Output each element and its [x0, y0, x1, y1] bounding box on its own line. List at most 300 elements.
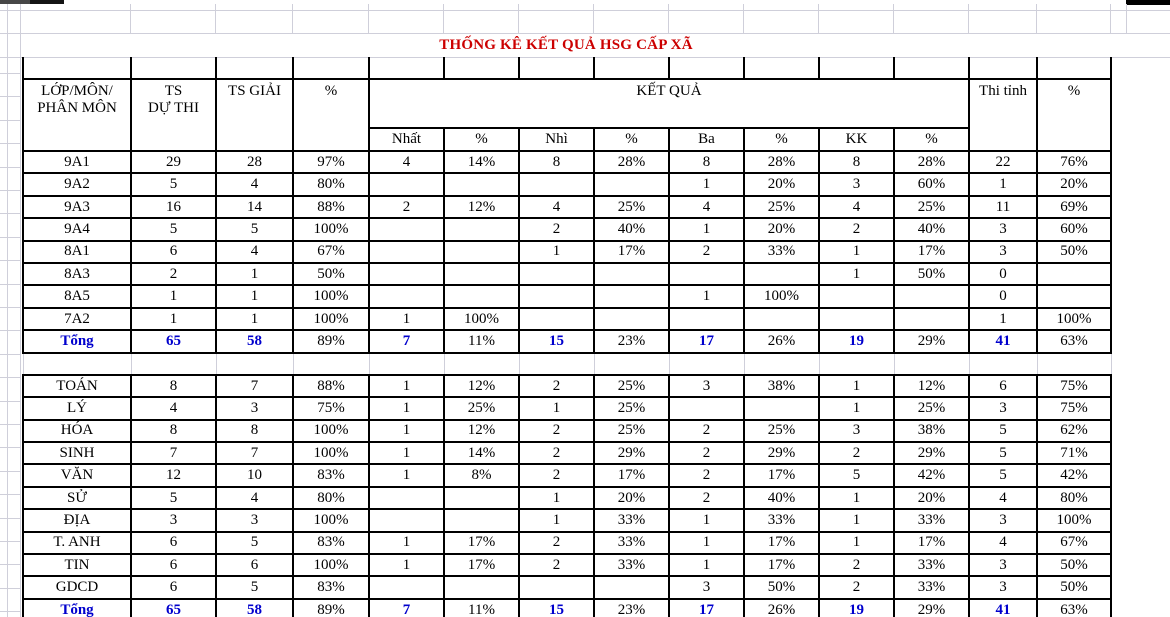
cell[interactable]: 62%: [1037, 420, 1111, 442]
cell[interactable]: 100%: [1037, 308, 1111, 330]
cell[interactable]: 17%: [444, 532, 519, 554]
cell[interactable]: 33%: [894, 554, 969, 576]
cell[interactable]: [594, 576, 669, 598]
cell[interactable]: 1: [819, 241, 894, 263]
cell[interactable]: 38%: [894, 420, 969, 442]
cell[interactable]: 2: [519, 442, 594, 464]
cell[interactable]: 29%: [744, 442, 819, 464]
cell[interactable]: 5: [216, 218, 293, 240]
cell[interactable]: [519, 285, 594, 307]
cell[interactable]: 28%: [744, 151, 819, 173]
cell[interactable]: 1: [669, 218, 744, 240]
cell[interactable]: 41: [969, 599, 1037, 617]
cell[interactable]: 6: [131, 532, 216, 554]
cell[interactable]: 8: [669, 151, 744, 173]
cell[interactable]: 71%: [1037, 442, 1111, 464]
cell[interactable]: 40%: [594, 218, 669, 240]
cell[interactable]: 7: [369, 330, 444, 352]
cell[interactable]: 60%: [1037, 218, 1111, 240]
row-label-cell[interactable]: 9A4: [23, 218, 131, 240]
cell[interactable]: 1: [369, 397, 444, 419]
header-sub-pct-nhat[interactable]: %: [444, 128, 519, 151]
cell[interactable]: 23%: [594, 599, 669, 617]
empty-cell[interactable]: [131, 57, 216, 79]
cell[interactable]: 1: [669, 173, 744, 195]
cell[interactable]: 3: [669, 576, 744, 598]
cell[interactable]: 75%: [1037, 397, 1111, 419]
cell[interactable]: 8: [131, 375, 216, 397]
cell[interactable]: 14%: [444, 442, 519, 464]
cell[interactable]: 25%: [444, 397, 519, 419]
cell[interactable]: 1: [819, 375, 894, 397]
cell[interactable]: 29%: [594, 442, 669, 464]
cell[interactable]: 3: [969, 241, 1037, 263]
cell[interactable]: 1: [669, 554, 744, 576]
cell[interactable]: [894, 308, 969, 330]
cell[interactable]: 26%: [744, 599, 819, 617]
header-ts-du-thi[interactable]: [131, 79, 216, 151]
cell[interactable]: 15: [519, 599, 594, 617]
cell[interactable]: 4: [819, 196, 894, 218]
cell[interactable]: 0: [969, 285, 1037, 307]
cell[interactable]: 20%: [744, 173, 819, 195]
row-label-cell[interactable]: ĐỊA: [23, 509, 131, 531]
cell[interactable]: 1: [216, 263, 293, 285]
cell[interactable]: 17%: [744, 532, 819, 554]
cell[interactable]: 50%: [1037, 241, 1111, 263]
cell[interactable]: [444, 218, 519, 240]
header-ts-giai[interactable]: TS GIẢI: [216, 79, 293, 151]
cell[interactable]: 8: [216, 420, 293, 442]
cell[interactable]: 33%: [594, 532, 669, 554]
cell[interactable]: 12%: [894, 375, 969, 397]
cell[interactable]: 1: [819, 532, 894, 554]
cell[interactable]: 2: [669, 420, 744, 442]
cell[interactable]: 42%: [894, 464, 969, 486]
cell[interactable]: 12%: [444, 196, 519, 218]
cell[interactable]: 4: [669, 196, 744, 218]
cell[interactable]: 22: [969, 151, 1037, 173]
row-label-cell[interactable]: LÝ: [23, 397, 131, 419]
cell[interactable]: 1: [369, 442, 444, 464]
cell[interactable]: 17%: [594, 241, 669, 263]
row-label-cell[interactable]: HÓA: [23, 420, 131, 442]
cell[interactable]: 20%: [744, 218, 819, 240]
cell[interactable]: 63%: [1037, 330, 1111, 352]
cell[interactable]: [819, 285, 894, 307]
cell[interactable]: 75%: [1037, 375, 1111, 397]
row-label-cell[interactable]: T. ANH: [23, 532, 131, 554]
cell[interactable]: 7: [369, 599, 444, 617]
cell[interactable]: 1: [131, 285, 216, 307]
cell[interactable]: [369, 285, 444, 307]
row-label-cell[interactable]: 8A3: [23, 263, 131, 285]
cell[interactable]: 7: [216, 375, 293, 397]
cell[interactable]: 1: [819, 397, 894, 419]
empty-cell[interactable]: [519, 57, 594, 79]
header-sub-pct-nhi[interactable]: %: [594, 128, 669, 151]
cell[interactable]: [594, 173, 669, 195]
cell[interactable]: 17%: [894, 241, 969, 263]
cell[interactable]: [669, 397, 744, 419]
empty-cell[interactable]: [894, 57, 969, 79]
cell[interactable]: 25%: [894, 397, 969, 419]
header-sub-kk[interactable]: KK: [819, 128, 894, 151]
cell[interactable]: 100%: [293, 442, 369, 464]
cell[interactable]: 1: [819, 487, 894, 509]
empty-cell[interactable]: [744, 57, 819, 79]
cell[interactable]: 3: [216, 509, 293, 531]
cell[interactable]: 2: [819, 442, 894, 464]
cell[interactable]: [369, 263, 444, 285]
cell[interactable]: 50%: [1037, 554, 1111, 576]
cell[interactable]: 1: [519, 241, 594, 263]
cell[interactable]: 2: [519, 375, 594, 397]
cell[interactable]: [519, 308, 594, 330]
cell[interactable]: 7: [131, 442, 216, 464]
cell[interactable]: [519, 263, 594, 285]
cell[interactable]: 20%: [1037, 173, 1111, 195]
cell[interactable]: 7: [216, 442, 293, 464]
cell[interactable]: 89%: [293, 330, 369, 352]
cell[interactable]: 75%: [293, 397, 369, 419]
header-ket-qua[interactable]: KẾT QUẢ: [369, 79, 969, 128]
cell[interactable]: [444, 263, 519, 285]
cell[interactable]: [1037, 263, 1111, 285]
cell[interactable]: 15: [519, 330, 594, 352]
cell[interactable]: 2: [519, 420, 594, 442]
cell[interactable]: [369, 576, 444, 598]
cell[interactable]: [369, 509, 444, 531]
cell[interactable]: 25%: [594, 420, 669, 442]
cell[interactable]: 3: [969, 576, 1037, 598]
cell[interactable]: 3: [969, 554, 1037, 576]
cell[interactable]: 12: [131, 464, 216, 486]
cell[interactable]: 17%: [744, 554, 819, 576]
cell[interactable]: 3: [131, 509, 216, 531]
cell[interactable]: 67%: [1037, 532, 1111, 554]
cell[interactable]: 1: [369, 464, 444, 486]
cell[interactable]: 29%: [894, 599, 969, 617]
total-label-cell[interactable]: Tổng: [23, 330, 131, 352]
cell[interactable]: 2: [819, 576, 894, 598]
empty-cell[interactable]: [594, 57, 669, 79]
cell[interactable]: 2: [819, 554, 894, 576]
cell[interactable]: [444, 487, 519, 509]
cell[interactable]: 5: [131, 487, 216, 509]
cell[interactable]: 4: [216, 241, 293, 263]
cell[interactable]: 40%: [894, 218, 969, 240]
header-thi-tinh[interactable]: Thi tỉnh: [969, 79, 1037, 151]
cell[interactable]: 4: [969, 532, 1037, 554]
cell[interactable]: 80%: [1037, 487, 1111, 509]
cell[interactable]: 1: [131, 308, 216, 330]
cell[interactable]: 29: [131, 151, 216, 173]
cell[interactable]: 8: [819, 151, 894, 173]
cell[interactable]: 11%: [444, 599, 519, 617]
cell[interactable]: 1: [369, 308, 444, 330]
cell[interactable]: 29%: [894, 330, 969, 352]
cell[interactable]: 50%: [894, 263, 969, 285]
row-label-cell[interactable]: SINH: [23, 442, 131, 464]
row-label-cell[interactable]: 7A2: [23, 308, 131, 330]
cell[interactable]: 1: [669, 532, 744, 554]
cell[interactable]: 83%: [293, 576, 369, 598]
cell[interactable]: 83%: [293, 464, 369, 486]
cell[interactable]: 3: [216, 397, 293, 419]
cell[interactable]: 14: [216, 196, 293, 218]
cell[interactable]: 41: [969, 330, 1037, 352]
cell[interactable]: 2: [519, 464, 594, 486]
cell[interactable]: 65: [131, 599, 216, 617]
row-label-cell[interactable]: 9A3: [23, 196, 131, 218]
cell[interactable]: 1: [369, 532, 444, 554]
cell[interactable]: 20%: [594, 487, 669, 509]
empty-cell[interactable]: [293, 57, 369, 79]
empty-cell[interactable]: [969, 57, 1037, 79]
cell[interactable]: 100%: [293, 509, 369, 531]
cell[interactable]: [444, 509, 519, 531]
cell[interactable]: 100%: [293, 554, 369, 576]
cell[interactable]: 17%: [444, 554, 519, 576]
cell[interactable]: 4: [216, 173, 293, 195]
cell[interactable]: 3: [669, 375, 744, 397]
cell[interactable]: 25%: [744, 196, 819, 218]
cell[interactable]: 67%: [293, 241, 369, 263]
cell[interactable]: 17%: [744, 464, 819, 486]
cell[interactable]: 60%: [894, 173, 969, 195]
cell[interactable]: 2: [519, 218, 594, 240]
cell[interactable]: 3: [969, 509, 1037, 531]
cell[interactable]: 12%: [444, 375, 519, 397]
row-label-cell[interactable]: TIN: [23, 554, 131, 576]
cell[interactable]: 42%: [1037, 464, 1111, 486]
cell[interactable]: 3: [969, 397, 1037, 419]
cell[interactable]: 80%: [293, 487, 369, 509]
cell[interactable]: 8: [519, 151, 594, 173]
cell[interactable]: 100%: [293, 420, 369, 442]
cell[interactable]: 80%: [293, 173, 369, 195]
row-label-cell[interactable]: TOÁN: [23, 375, 131, 397]
cell[interactable]: 25%: [594, 397, 669, 419]
header-class-column[interactable]: [23, 79, 131, 151]
cell[interactable]: 3: [819, 420, 894, 442]
cell[interactable]: 0: [969, 263, 1037, 285]
cell[interactable]: 5: [969, 420, 1037, 442]
cell[interactable]: 2: [669, 487, 744, 509]
cell[interactable]: 6: [131, 576, 216, 598]
cell[interactable]: [594, 263, 669, 285]
cell[interactable]: [669, 308, 744, 330]
cell[interactable]: 25%: [594, 375, 669, 397]
cell[interactable]: 17: [669, 330, 744, 352]
total-label-cell[interactable]: Tổng: [23, 599, 131, 617]
cell[interactable]: 40%: [744, 487, 819, 509]
cell[interactable]: 1: [369, 375, 444, 397]
cell[interactable]: 1: [819, 263, 894, 285]
cell[interactable]: 50%: [293, 263, 369, 285]
cell[interactable]: 1: [669, 285, 744, 307]
cell[interactable]: 69%: [1037, 196, 1111, 218]
cell[interactable]: 33%: [894, 576, 969, 598]
cell[interactable]: 33%: [594, 509, 669, 531]
cell[interactable]: 2: [669, 464, 744, 486]
cell[interactable]: 4: [369, 151, 444, 173]
cell[interactable]: 25%: [894, 196, 969, 218]
cell[interactable]: 12%: [444, 420, 519, 442]
cell[interactable]: 6: [969, 375, 1037, 397]
cell[interactable]: 14%: [444, 151, 519, 173]
cell[interactable]: 11: [969, 196, 1037, 218]
cell[interactable]: 65: [131, 330, 216, 352]
header-sub-nhi[interactable]: Nhì: [519, 128, 594, 151]
cell[interactable]: 2: [131, 263, 216, 285]
cell[interactable]: 17: [669, 599, 744, 617]
cell[interactable]: 1: [216, 308, 293, 330]
cell[interactable]: 20%: [894, 487, 969, 509]
cell[interactable]: [744, 263, 819, 285]
cell[interactable]: 1: [216, 285, 293, 307]
cell[interactable]: [369, 173, 444, 195]
cell[interactable]: 33%: [744, 241, 819, 263]
row-label-cell[interactable]: GDCD: [23, 576, 131, 598]
cell[interactable]: [444, 173, 519, 195]
cell[interactable]: 23%: [594, 330, 669, 352]
cell[interactable]: 11%: [444, 330, 519, 352]
row-label-cell[interactable]: 8A5: [23, 285, 131, 307]
cell[interactable]: 16: [131, 196, 216, 218]
cell[interactable]: [444, 241, 519, 263]
cell[interactable]: 5: [969, 464, 1037, 486]
cell[interactable]: 1: [669, 509, 744, 531]
cell[interactable]: 50%: [1037, 576, 1111, 598]
row-label-cell[interactable]: 9A1: [23, 151, 131, 173]
empty-cell[interactable]: [216, 57, 293, 79]
empty-cell[interactable]: [819, 57, 894, 79]
cell[interactable]: [369, 241, 444, 263]
cell[interactable]: 26%: [744, 330, 819, 352]
cell[interactable]: 2: [369, 196, 444, 218]
cell[interactable]: 17%: [894, 532, 969, 554]
cell[interactable]: 28%: [594, 151, 669, 173]
cell[interactable]: 4: [519, 196, 594, 218]
empty-cell[interactable]: [369, 57, 444, 79]
cell[interactable]: [519, 173, 594, 195]
header-sub-pct-kk[interactable]: %: [894, 128, 969, 151]
cell[interactable]: 25%: [744, 420, 819, 442]
cell[interactable]: 1: [369, 420, 444, 442]
empty-cell[interactable]: [444, 57, 519, 79]
cell[interactable]: 6: [131, 554, 216, 576]
row-label-cell[interactable]: 9A2: [23, 173, 131, 195]
cell[interactable]: 100%: [293, 308, 369, 330]
cell[interactable]: 4: [969, 487, 1037, 509]
row-label-cell[interactable]: SỬ: [23, 487, 131, 509]
cell[interactable]: 8: [131, 420, 216, 442]
cell[interactable]: 6: [216, 554, 293, 576]
header-sub-nhat[interactable]: Nhất: [369, 128, 444, 151]
header-sub-pct-ba[interactable]: %: [744, 128, 819, 151]
cell[interactable]: 100%: [1037, 509, 1111, 531]
cell[interactable]: 50%: [744, 576, 819, 598]
cell[interactable]: 4: [216, 487, 293, 509]
cell[interactable]: [744, 308, 819, 330]
cell[interactable]: 3: [819, 173, 894, 195]
cell[interactable]: 1: [969, 173, 1037, 195]
row-label-cell[interactable]: 8A1: [23, 241, 131, 263]
cell[interactable]: 76%: [1037, 151, 1111, 173]
cell[interactable]: 63%: [1037, 599, 1111, 617]
cell[interactable]: 25%: [594, 196, 669, 218]
cell[interactable]: 83%: [293, 532, 369, 554]
cell[interactable]: 4: [131, 397, 216, 419]
cell[interactable]: 2: [519, 532, 594, 554]
cell[interactable]: [744, 397, 819, 419]
empty-cell[interactable]: [23, 57, 131, 79]
cell[interactable]: 33%: [744, 509, 819, 531]
cell[interactable]: 58: [216, 599, 293, 617]
cell[interactable]: 1: [369, 554, 444, 576]
cell[interactable]: 5: [131, 173, 216, 195]
cell[interactable]: [369, 487, 444, 509]
cell[interactable]: 89%: [293, 599, 369, 617]
cell[interactable]: 5: [969, 442, 1037, 464]
row-label-cell[interactable]: VĂN: [23, 464, 131, 486]
cell[interactable]: 100%: [293, 218, 369, 240]
cell[interactable]: 6: [131, 241, 216, 263]
cell[interactable]: 1: [519, 509, 594, 531]
cell[interactable]: 88%: [293, 375, 369, 397]
cell[interactable]: 5: [131, 218, 216, 240]
cell[interactable]: 33%: [894, 509, 969, 531]
cell[interactable]: 2: [519, 554, 594, 576]
cell[interactable]: 5: [819, 464, 894, 486]
cell[interactable]: 100%: [293, 285, 369, 307]
cell[interactable]: 3: [969, 218, 1037, 240]
cell[interactable]: 10: [216, 464, 293, 486]
cell[interactable]: 2: [819, 218, 894, 240]
header-sub-ba[interactable]: Ba: [669, 128, 744, 151]
cell[interactable]: 100%: [444, 308, 519, 330]
cell[interactable]: [519, 576, 594, 598]
cell[interactable]: [1037, 285, 1111, 307]
cell[interactable]: 33%: [594, 554, 669, 576]
cell[interactable]: 88%: [293, 196, 369, 218]
cell[interactable]: 19: [819, 599, 894, 617]
cell[interactable]: 97%: [293, 151, 369, 173]
cell[interactable]: 100%: [744, 285, 819, 307]
cell[interactable]: 2: [669, 442, 744, 464]
cell[interactable]: [894, 285, 969, 307]
empty-cell[interactable]: [1037, 57, 1111, 79]
cell[interactable]: 2: [669, 241, 744, 263]
cell[interactable]: 1: [519, 397, 594, 419]
cell[interactable]: 1: [969, 308, 1037, 330]
cell[interactable]: [819, 308, 894, 330]
cell[interactable]: 28: [216, 151, 293, 173]
cell[interactable]: [669, 263, 744, 285]
cell[interactable]: 17%: [594, 464, 669, 486]
cell[interactable]: 5: [216, 576, 293, 598]
cell[interactable]: [444, 576, 519, 598]
cell[interactable]: [444, 285, 519, 307]
empty-cell[interactable]: [669, 57, 744, 79]
header-pct-final[interactable]: %: [1037, 79, 1111, 151]
cell[interactable]: 1: [519, 487, 594, 509]
cell[interactable]: 8%: [444, 464, 519, 486]
cell[interactable]: 29%: [894, 442, 969, 464]
cell[interactable]: 1: [819, 509, 894, 531]
